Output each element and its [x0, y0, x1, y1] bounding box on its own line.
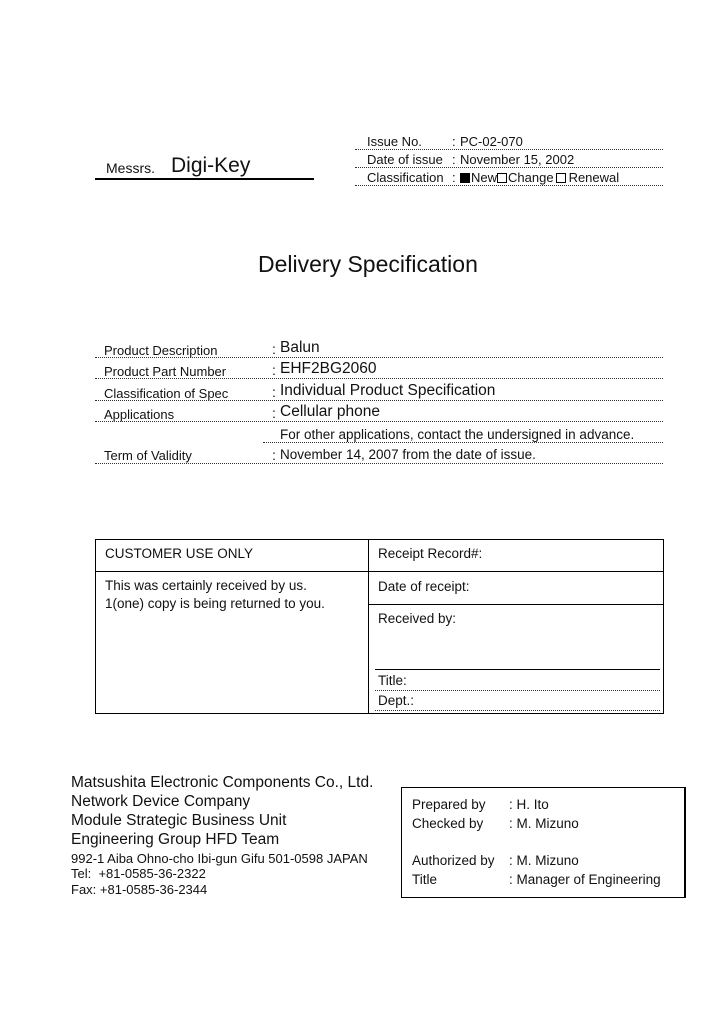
receiver-title-field[interactable]: Title: — [378, 673, 407, 688]
applications-label: Applications — [104, 407, 175, 422]
company-fax: Fax: +81-0585-36-2344 — [71, 882, 208, 897]
document-title: Delivery Specification — [258, 251, 478, 277]
dotted-rule — [263, 442, 663, 443]
dotted-rule — [375, 690, 660, 691]
colon: : — [272, 384, 276, 400]
row-divider — [96, 571, 663, 572]
colon: : — [452, 170, 456, 185]
option-renewal: Renewal — [568, 170, 620, 185]
messrs-label: Messrs. — [106, 160, 155, 176]
signature-line — [375, 669, 660, 670]
company-group: Engineering Group HFD Team — [71, 831, 280, 848]
company-tel: Tel: +81-0585-36-2322 — [71, 866, 206, 881]
receipt-record-field[interactable]: Receipt Record#: — [378, 546, 483, 561]
classification-of-spec-value: Individual Product Specification — [280, 382, 496, 399]
received-by-field[interactable]: Received by: — [378, 611, 457, 626]
confirmation-line-1: This was certainly received by us. — [105, 578, 307, 593]
prepared-by-value: : H. Ito — [509, 797, 549, 812]
checkbox-change[interactable] — [497, 173, 507, 183]
product-description-label: Product Description — [104, 343, 218, 358]
authorized-by-value: : M. Mizuno — [509, 853, 579, 868]
term-of-validity-label: Term of Validity — [104, 448, 192, 463]
classification-of-spec-label: Classification of Spec — [104, 386, 229, 401]
colon: : — [452, 134, 456, 149]
customer-receipt-table — [95, 539, 664, 714]
signer-title-label: Title — [412, 872, 438, 887]
company-unit: Module Strategic Business Unit — [71, 812, 287, 829]
option-change: Change — [508, 170, 554, 185]
part-number-label: Product Part Number — [104, 364, 227, 379]
checked-by-value: : M. Mizuno — [509, 816, 579, 831]
dotted-rule — [355, 149, 663, 150]
column-divider — [368, 540, 369, 713]
product-description-value: Balun — [280, 339, 320, 356]
signer-title-value: : Manager of Engineering — [509, 872, 661, 887]
row-divider — [369, 604, 663, 605]
checked-by-label: Checked by — [412, 816, 484, 831]
customer-use-only-heading: CUSTOMER USE ONLY — [105, 546, 254, 561]
colon: : — [272, 362, 276, 378]
checkbox-new-checked[interactable] — [460, 173, 470, 183]
dotted-rule — [95, 421, 663, 422]
colon: : — [272, 447, 276, 463]
colon: : — [272, 405, 276, 421]
term-of-validity-value: November 14, 2007 from the date of issue. — [280, 447, 536, 462]
prepared-by-label: Prepared by — [412, 797, 486, 812]
authorized-by-label: Authorized by — [412, 853, 495, 868]
checkbox-renewal[interactable] — [556, 173, 566, 183]
part-number-value: EHF2BG2060 — [280, 360, 377, 377]
option-new: New — [471, 170, 498, 185]
receiver-dept-field[interactable]: Dept.: — [378, 693, 415, 708]
dotted-rule — [355, 167, 663, 168]
date-of-receipt-field[interactable]: Date of receipt: — [378, 579, 470, 594]
dotted-rule — [95, 378, 663, 379]
messrs-underline — [95, 178, 314, 180]
colon: : — [452, 152, 456, 167]
company-name: Matsushita Electronic Components Co., Ltd. — [71, 774, 374, 791]
company-division: Network Device Company — [71, 793, 251, 810]
classification-options — [460, 170, 619, 185]
signoff-box — [401, 787, 686, 898]
company-address: 992-1 Aiba Ohno-cho Ibi-gun Gifu 501-0598 JAPAN — [71, 851, 368, 866]
dotted-rule — [95, 400, 663, 401]
dotted-rule — [355, 185, 663, 186]
dotted-rule — [95, 357, 663, 358]
applications-value: Cellular phone — [280, 403, 380, 420]
date-of-issue-label: Date of issue — [367, 152, 443, 167]
colon: : — [272, 341, 276, 357]
classification-label: Classification — [367, 170, 444, 185]
issue-no-value: PC-02-070 — [460, 134, 523, 149]
customer-name: Digi-Key — [171, 154, 251, 177]
date-of-issue-value: November 15, 2002 — [460, 152, 575, 167]
confirmation-line-2: 1(one) copy is being returned to you. — [105, 596, 325, 611]
issue-no-label: Issue No. — [367, 134, 422, 149]
dotted-rule — [95, 463, 663, 464]
applications-note: For other applications, contact the undersigned in advance. — [280, 427, 635, 442]
dotted-rule — [375, 710, 660, 711]
